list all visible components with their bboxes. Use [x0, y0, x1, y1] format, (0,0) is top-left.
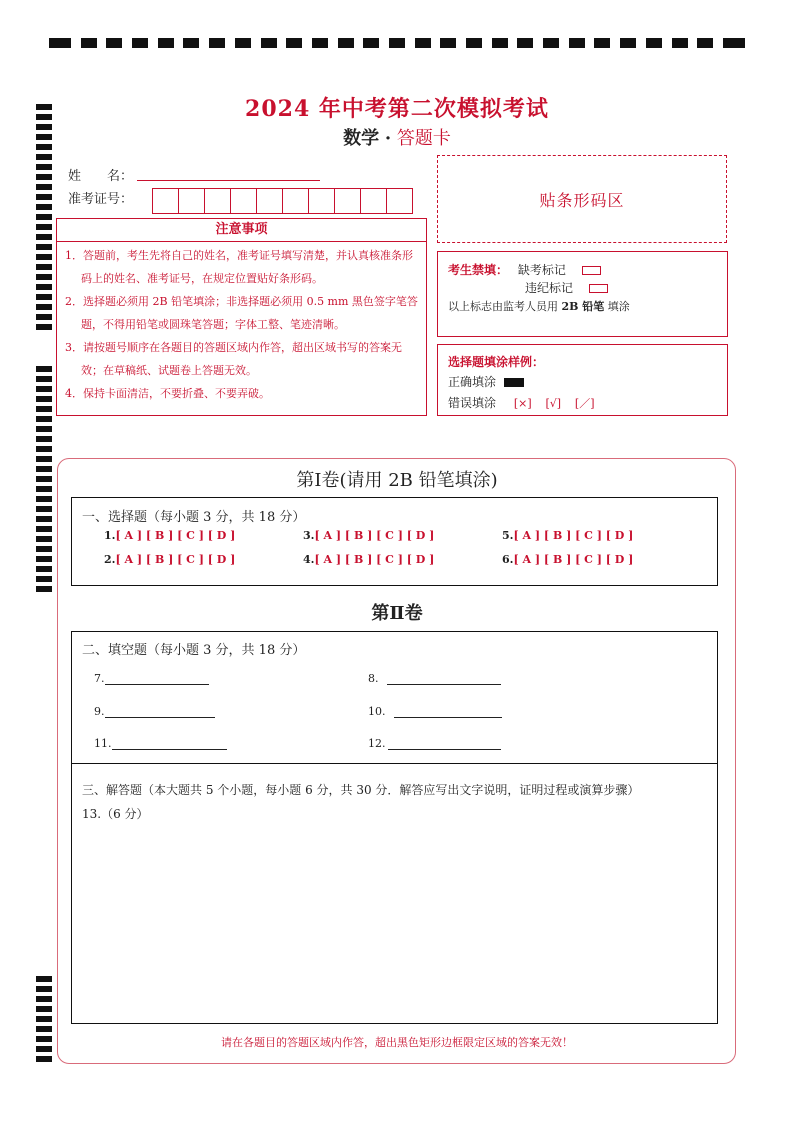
absent-mark-label: 缺考标记 — [517, 263, 566, 277]
correct-fill-label: 正确填涂 — [448, 375, 497, 389]
examiner-only-panel — [437, 251, 728, 337]
sample-label: 选择题填涂样例： — [448, 355, 545, 369]
exam-id-boxes[interactable] — [152, 188, 413, 214]
forbid-note-bold: 2B 铅笔 — [561, 300, 605, 313]
left-timing-marks-bottom — [36, 976, 52, 1066]
fill-item-11[interactable]: 11. — [94, 737, 227, 750]
notes-heading: 注意事项 — [57, 219, 426, 242]
question-1[interactable]: 1.[ A ] [ B ] [ C ] [ D ] — [104, 529, 236, 542]
wrong-mark-slash: [／] — [574, 397, 595, 410]
absent-mark-box[interactable] — [582, 266, 601, 275]
note-item: 4．保持卡面清洁，不要折叠、不要弄破。 — [65, 387, 270, 400]
barcode-area[interactable]: 贴条形码区 — [437, 155, 727, 243]
wrong-fill-label: 错误填涂 — [448, 396, 497, 410]
id-label: 准考证号： — [68, 192, 134, 207]
answer-line[interactable] — [394, 705, 502, 718]
subject-name: 数学 — [343, 128, 380, 149]
fill-item-8[interactable]: 8. — [368, 672, 501, 685]
note-item: 1．答题前，考生先将自己的姓名，准考证号填写清楚，并认真核准条形码上的姓名、准考证号，在规定位置贴好条形码。 — [65, 249, 413, 285]
subtitle-dot: · — [384, 128, 392, 149]
fill-section-label: 二、填空题（每小题 3 分，共 18 分） — [82, 643, 306, 658]
forbid-note-prefix: 以上标志由监考人员用 — [448, 300, 558, 313]
fill-item-7[interactable]: 7. — [94, 672, 209, 685]
solution-section-label: 三、解答题（本大题共 5 个小题，每小题 6 分，共 30 分．解答应写出文字说明，证明过程或演算步骤） — [82, 783, 640, 797]
forbid-note-suffix: 填涂 — [607, 300, 630, 313]
wrong-mark-check: [√] — [545, 397, 562, 410]
fill-section-box — [71, 631, 718, 764]
choice-section-label: 一、选择题（每小题 3 分，共 18 分） — [82, 510, 306, 525]
question-3[interactable]: 3.[ A ] [ B ] [ C ] [ D ] — [303, 529, 435, 542]
fill-item-12[interactable]: 12. — [368, 737, 501, 750]
exam-title: 2024 年中考第二次模拟考试 — [245, 96, 549, 122]
forbid-label: 考生禁填： — [448, 263, 509, 277]
answer-line[interactable] — [105, 672, 209, 685]
violation-mark-label: 违纪标记 — [525, 281, 574, 295]
exam-subtitle — [0, 124, 794, 150]
question-4[interactable]: 4.[ A ] [ B ] [ C ] [ D ] — [303, 553, 435, 566]
answer-line[interactable] — [112, 737, 227, 750]
answer-line[interactable] — [105, 705, 215, 718]
name-field[interactable] — [137, 180, 320, 181]
question-6[interactable]: 6.[ A ] [ B ] [ C ] [ D ] — [502, 553, 634, 566]
question-2[interactable]: 2.[ A ] [ B ] [ C ] [ D ] — [104, 553, 236, 566]
solution-section-box[interactable] — [71, 763, 718, 1024]
question-13-label: 13.（6 分） — [82, 807, 149, 821]
note-item: 2．选择题必须用 2B 铅笔填涂；非选择题必须用 0.5 mm 黑色签字笔答题，不得用铅笔或圆珠笔答题；字体工整、笔迹清晰。 — [65, 295, 418, 331]
choice-section-box — [71, 497, 718, 586]
name-label: 姓 名： — [68, 169, 134, 184]
correct-fill-mark — [504, 378, 524, 387]
part2-title: 第Ⅱ卷 — [371, 603, 423, 624]
answer-card-label: 答题卡 — [396, 128, 451, 149]
part1-title: 第Ⅰ卷(请用 2B 铅笔填涂) — [296, 470, 498, 491]
answer-line[interactable] — [387, 672, 501, 685]
footer-warning: 请在各题目的答题区域内作答，超出黑色矩形边框限定区域的答案无效！ — [221, 1036, 573, 1049]
top-timing-marks — [49, 38, 745, 50]
question-5[interactable]: 5.[ A ] [ B ] [ C ] [ D ] — [502, 529, 634, 542]
note-item: 3．请按题号顺序在各题目的答题区域内作答，超出区域书写的答案无效；在草稿纸、试题卷上答题无效。 — [65, 341, 402, 377]
fill-sample-panel — [437, 344, 728, 416]
fill-item-10[interactable]: 10. — [368, 705, 502, 718]
violation-mark-box[interactable] — [589, 284, 608, 293]
answer-line[interactable] — [388, 737, 501, 750]
fill-item-9[interactable]: 9. — [94, 705, 215, 718]
notes-panel — [56, 218, 427, 416]
wrong-mark-cross: [×] — [513, 397, 532, 410]
